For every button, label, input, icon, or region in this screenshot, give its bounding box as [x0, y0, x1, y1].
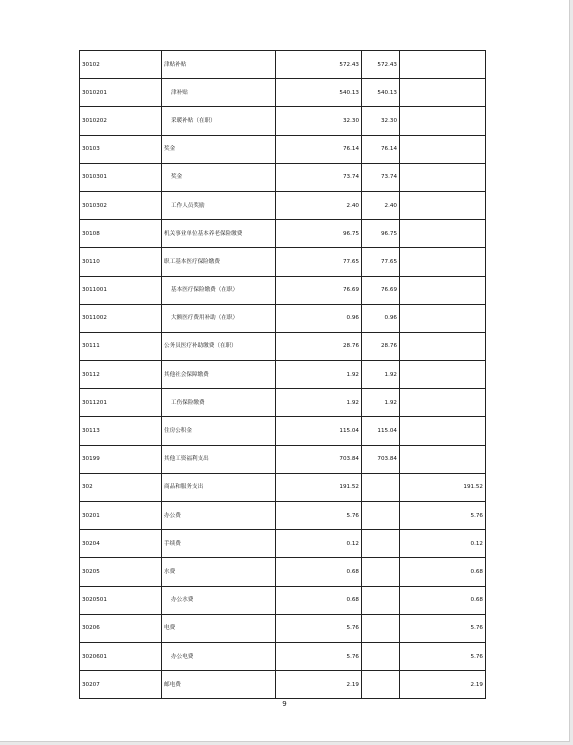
subject-name-cell: 工伤保险缴费: [162, 389, 276, 417]
table-row: [80, 614, 486, 642]
page-number: 9: [282, 700, 287, 708]
subject-code-cell: 30103: [80, 135, 162, 163]
subject-name-cell: 大额医疗费用补助（在职）: [162, 304, 276, 332]
total-amount-cell: 32.30: [276, 107, 362, 135]
total-amount-cell: 77.65: [276, 248, 362, 276]
subject-code-cell: 3020501: [80, 586, 162, 614]
subject-code-cell: 3010201: [80, 79, 162, 107]
basic-expenditure-cell: [362, 558, 400, 586]
basic-expenditure-cell: 73.74: [362, 163, 400, 191]
total-amount-cell: 0.96: [276, 304, 362, 332]
total-amount-cell: 5.76: [276, 614, 362, 642]
project-expenditure-cell: 0.12: [400, 530, 486, 558]
table-row: [80, 558, 486, 586]
total-amount-cell: 572.43: [276, 51, 362, 79]
table-row: [80, 530, 486, 558]
subject-code-cell: 30206: [80, 614, 162, 642]
project-expenditure-cell: [400, 445, 486, 473]
subject-name-cell: 手续费: [162, 530, 276, 558]
subject-name-cell: 采暖补贴（在职）: [162, 107, 276, 135]
table-body: [80, 51, 486, 699]
project-expenditure-cell: 5.76: [400, 642, 486, 670]
expenditure-table: [79, 50, 486, 699]
subject-code-cell: 30199: [80, 445, 162, 473]
subject-code-cell: 3010202: [80, 107, 162, 135]
subject-code-cell: 3011001: [80, 276, 162, 304]
total-amount-cell: 0.68: [276, 586, 362, 614]
subject-name-cell: 基本医疗保险缴费（在职）: [162, 276, 276, 304]
table-row: [80, 586, 486, 614]
subject-name-cell: 津贴补贴: [162, 51, 276, 79]
project-expenditure-cell: [400, 163, 486, 191]
subject-name-cell: 其他社会保障缴费: [162, 361, 276, 389]
table-row: [80, 671, 486, 699]
basic-expenditure-cell: [362, 642, 400, 670]
subject-code-cell: 30111: [80, 332, 162, 360]
basic-expenditure-cell: 96.75: [362, 220, 400, 248]
subject-code-cell: 30113: [80, 417, 162, 445]
table-row: [80, 51, 486, 79]
subject-code-cell: 30201: [80, 502, 162, 530]
table-row: [80, 417, 486, 445]
subject-name-cell: 水费: [162, 558, 276, 586]
table-row: [80, 135, 486, 163]
table-row: [80, 502, 486, 530]
total-amount-cell: 2.40: [276, 191, 362, 219]
basic-expenditure-cell: 1.92: [362, 361, 400, 389]
subject-name-cell: 奖金: [162, 135, 276, 163]
total-amount-cell: 5.76: [276, 502, 362, 530]
subject-name-cell: 办公电费: [162, 642, 276, 670]
table-row: [80, 220, 486, 248]
subject-code-cell: 3020601: [80, 642, 162, 670]
subject-name-cell: 办公费: [162, 502, 276, 530]
basic-expenditure-cell: [362, 586, 400, 614]
total-amount-cell: 5.76: [276, 642, 362, 670]
project-expenditure-cell: [400, 220, 486, 248]
basic-expenditure-cell: 572.43: [362, 51, 400, 79]
basic-expenditure-cell: 32.30: [362, 107, 400, 135]
table-row: [80, 642, 486, 670]
subject-name-cell: 邮电费: [162, 671, 276, 699]
project-expenditure-cell: 0.68: [400, 586, 486, 614]
subject-name-cell: 职工基本医疗保险缴费: [162, 248, 276, 276]
basic-expenditure-cell: 115.04: [362, 417, 400, 445]
subject-name-cell: 奖金: [162, 163, 276, 191]
basic-expenditure-cell: 77.65: [362, 248, 400, 276]
table-row: [80, 163, 486, 191]
project-expenditure-cell: [400, 79, 486, 107]
subject-code-cell: 30204: [80, 530, 162, 558]
project-expenditure-cell: 5.76: [400, 502, 486, 530]
table-row: [80, 276, 486, 304]
basic-expenditure-cell: 76.14: [362, 135, 400, 163]
project-expenditure-cell: 2.19: [400, 671, 486, 699]
subject-name-cell: 工作人员奖励: [162, 191, 276, 219]
total-amount-cell: 191.52: [276, 473, 362, 501]
table-row: [80, 389, 486, 417]
table-row: [80, 107, 486, 135]
basic-expenditure-cell: 540.13: [362, 79, 400, 107]
subject-name-cell: 其他工资福利支出: [162, 445, 276, 473]
basic-expenditure-cell: 76.69: [362, 276, 400, 304]
basic-expenditure-cell: [362, 530, 400, 558]
project-expenditure-cell: [400, 389, 486, 417]
subject-code-cell: 3011002: [80, 304, 162, 332]
subject-code-cell: 30110: [80, 248, 162, 276]
subject-name-cell: 机关事业单位基本养老保险缴费: [162, 220, 276, 248]
project-expenditure-cell: [400, 191, 486, 219]
project-expenditure-cell: 191.52: [400, 473, 486, 501]
subject-code-cell: 3011201: [80, 389, 162, 417]
table-row: [80, 191, 486, 219]
basic-expenditure-cell: [362, 502, 400, 530]
table-row: [80, 473, 486, 501]
table-row: [80, 79, 486, 107]
basic-expenditure-cell: 703.84: [362, 445, 400, 473]
total-amount-cell: 1.92: [276, 361, 362, 389]
basic-expenditure-cell: 2.40: [362, 191, 400, 219]
project-expenditure-cell: 5.76: [400, 614, 486, 642]
total-amount-cell: 703.84: [276, 445, 362, 473]
project-expenditure-cell: [400, 361, 486, 389]
subject-code-cell: 30205: [80, 558, 162, 586]
total-amount-cell: 115.04: [276, 417, 362, 445]
project-expenditure-cell: [400, 135, 486, 163]
project-expenditure-cell: [400, 332, 486, 360]
project-expenditure-cell: [400, 276, 486, 304]
subject-code-cell: 3010302: [80, 191, 162, 219]
subject-code-cell: 30207: [80, 671, 162, 699]
project-expenditure-cell: [400, 107, 486, 135]
subject-name-cell: 住房公积金: [162, 417, 276, 445]
project-expenditure-cell: [400, 304, 486, 332]
total-amount-cell: 0.68: [276, 558, 362, 586]
project-expenditure-cell: [400, 417, 486, 445]
subject-name-cell: 商品和服务支出: [162, 473, 276, 501]
table-row: [80, 304, 486, 332]
subject-code-cell: 30102: [80, 51, 162, 79]
basic-expenditure-cell: [362, 473, 400, 501]
table-row: [80, 248, 486, 276]
subject-code-cell: 3010301: [80, 163, 162, 191]
total-amount-cell: 96.75: [276, 220, 362, 248]
project-expenditure-cell: 0.68: [400, 558, 486, 586]
project-expenditure-cell: [400, 248, 486, 276]
total-amount-cell: 73.74: [276, 163, 362, 191]
basic-expenditure-cell: [362, 671, 400, 699]
total-amount-cell: 76.14: [276, 135, 362, 163]
table-row: [80, 445, 486, 473]
table-row: [80, 332, 486, 360]
total-amount-cell: 28.76: [276, 332, 362, 360]
subject-name-cell: 公务员医疗补助缴费（在职）: [162, 332, 276, 360]
project-expenditure-cell: [400, 51, 486, 79]
subject-name-cell: 津补贴: [162, 79, 276, 107]
total-amount-cell: 1.92: [276, 389, 362, 417]
table-row: [80, 361, 486, 389]
basic-expenditure-cell: 0.96: [362, 304, 400, 332]
basic-expenditure-cell: 1.92: [362, 389, 400, 417]
total-amount-cell: 540.13: [276, 79, 362, 107]
subject-code-cell: 302: [80, 473, 162, 501]
total-amount-cell: 76.69: [276, 276, 362, 304]
subject-code-cell: 30108: [80, 220, 162, 248]
basic-expenditure-cell: [362, 614, 400, 642]
basic-expenditure-cell: 28.76: [362, 332, 400, 360]
subject-code-cell: 30112: [80, 361, 162, 389]
subject-name-cell: 电费: [162, 614, 276, 642]
total-amount-cell: 0.12: [276, 530, 362, 558]
total-amount-cell: 2.19: [276, 671, 362, 699]
subject-name-cell: 办公水费: [162, 586, 276, 614]
